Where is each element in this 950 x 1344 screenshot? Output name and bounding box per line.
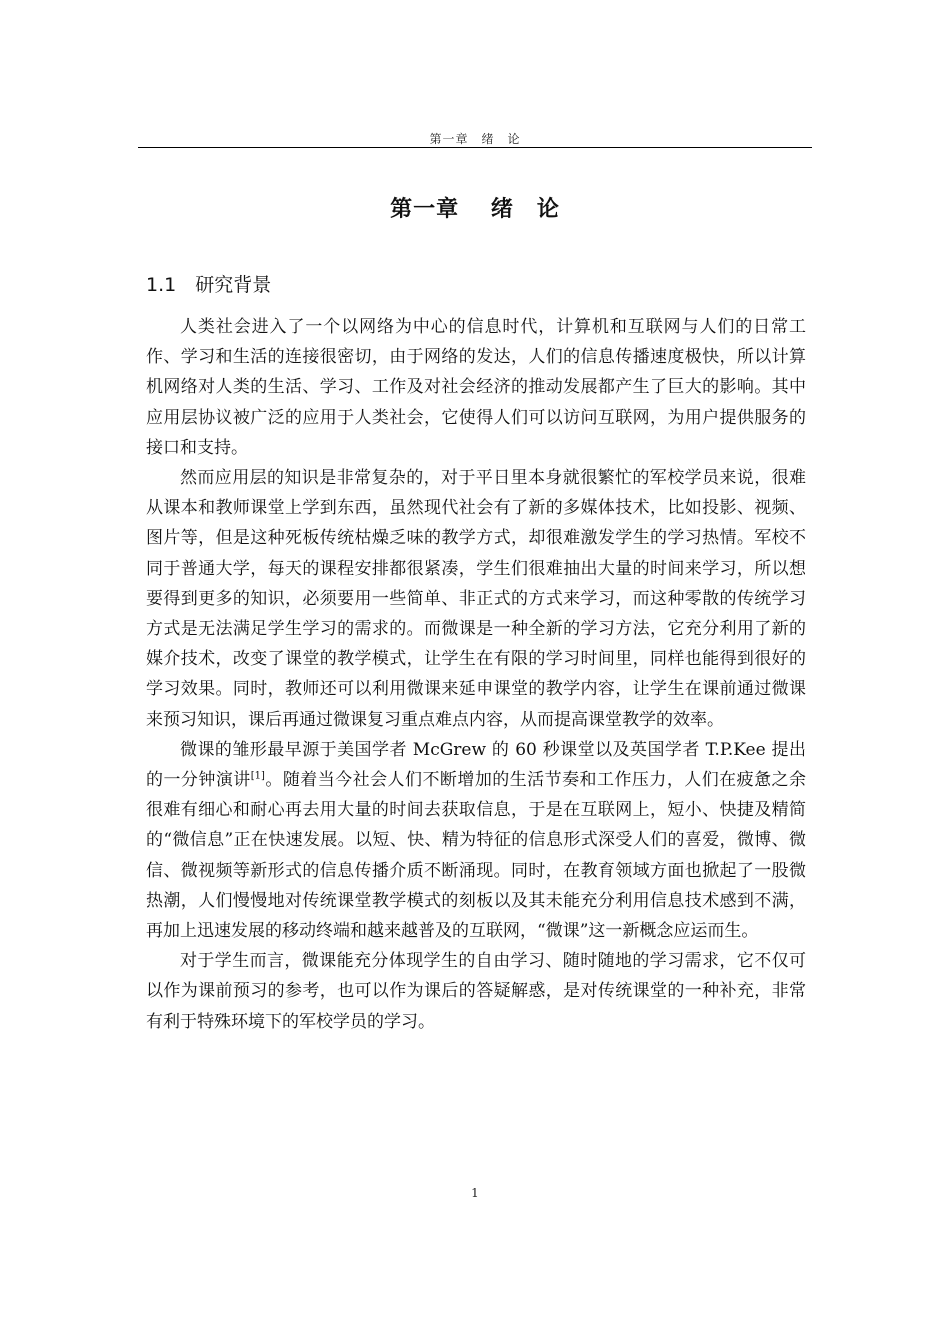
page-number: 1	[471, 1186, 479, 1200]
citation-reference[interactable]: [1]	[250, 770, 265, 782]
header-divider	[138, 147, 812, 148]
paragraph	[146, 735, 806, 946]
paragraph: 然而应用层的知识是非常复杂的，对于平日里本身就很繁忙的军校学员来说，很难从课本和教师课堂上学到东西，虽然现代社会有了新的多媒体技术，比如投影、视频、图片等，但是这种死板传统枯燥乏味的教学方式，却很难激发学生的学习热情。军校不同于普通大学，每天的课程安排都很紧凑，学生们很难抽出大量的时间来学习，所以想要得到更多的知识，必须要用一些简单、非正式的方式来学习，而这种零散的传统学习方式是无法满足学生学习的需求的。而微课是一种全新的学习方法，它充分利用了新的媒介技术，改变了课堂的教学模式，让学生在有限的学习时间里，同样也能得到很好的学习效果。同时，教师还可以利用微课来延申课堂的教学内容，让学生在课前通过微课来预习知识，课后再通过微课复习重点难点内容，从而提高课堂教学的效率。	[146, 468, 806, 730]
body-text	[146, 312, 806, 1037]
paragraph-text: 微课的雏形最早源于美国学者 McGrew 的 60 秒课堂以及英国学者 T.P.Kee 提出的一分钟演讲	[146, 739, 806, 791]
section-heading: 1.1 研究背景	[146, 274, 272, 296]
chapter-title: 第一章 绪 论	[390, 197, 560, 222]
paragraph-text: 。随着当今社会人们不断增加的生活节奏和工作压力，人们在疲惫之余很难有细心和耐心再去用大量的时间去获取信息，于是在互联网上，短小、快捷及精简的“微信息”正在快速发展。以短、快、精为特征的信息形式深受人们的喜爱，微博、微信、微视频等新形式的信息传播介质不断涌现。同时，在教育领域方面也掀起了一股微热潮，人们慢慢地对传统课堂教学模式的刻板以及其未能充分利用信息技术感到不满，再加上迅速发展的移动终端和越来越普及的互联网，“微课”这一新概念应运而生。	[146, 770, 807, 942]
paragraph: 人类社会进入了一个以网络为中心的信息时代，计算机和互联网与人们的日常工作、学习和生活的连接很密切，由于网络的发达，人们的信息传播速度极快，所以计算机网络对人类的生活、学习、工作及对社会经济的推动发展都产生了巨大的影响。其中应用层协议被广泛的应用于人类社会，它使得人们可以访问互联网，为用户提供服务的接口和支持。	[146, 317, 806, 458]
paragraph: 对于学生而言，微课能充分体现学生的自由学习、随时随地的学习需求，它不仅可以作为课前预习的参考，也可以作为课后的答疑解惑，是对传统课堂的一种补充，非常有利于特殊环境下的军校学员的学习。	[146, 951, 806, 1032]
running-header: 第一章 绪 论	[429, 132, 521, 146]
